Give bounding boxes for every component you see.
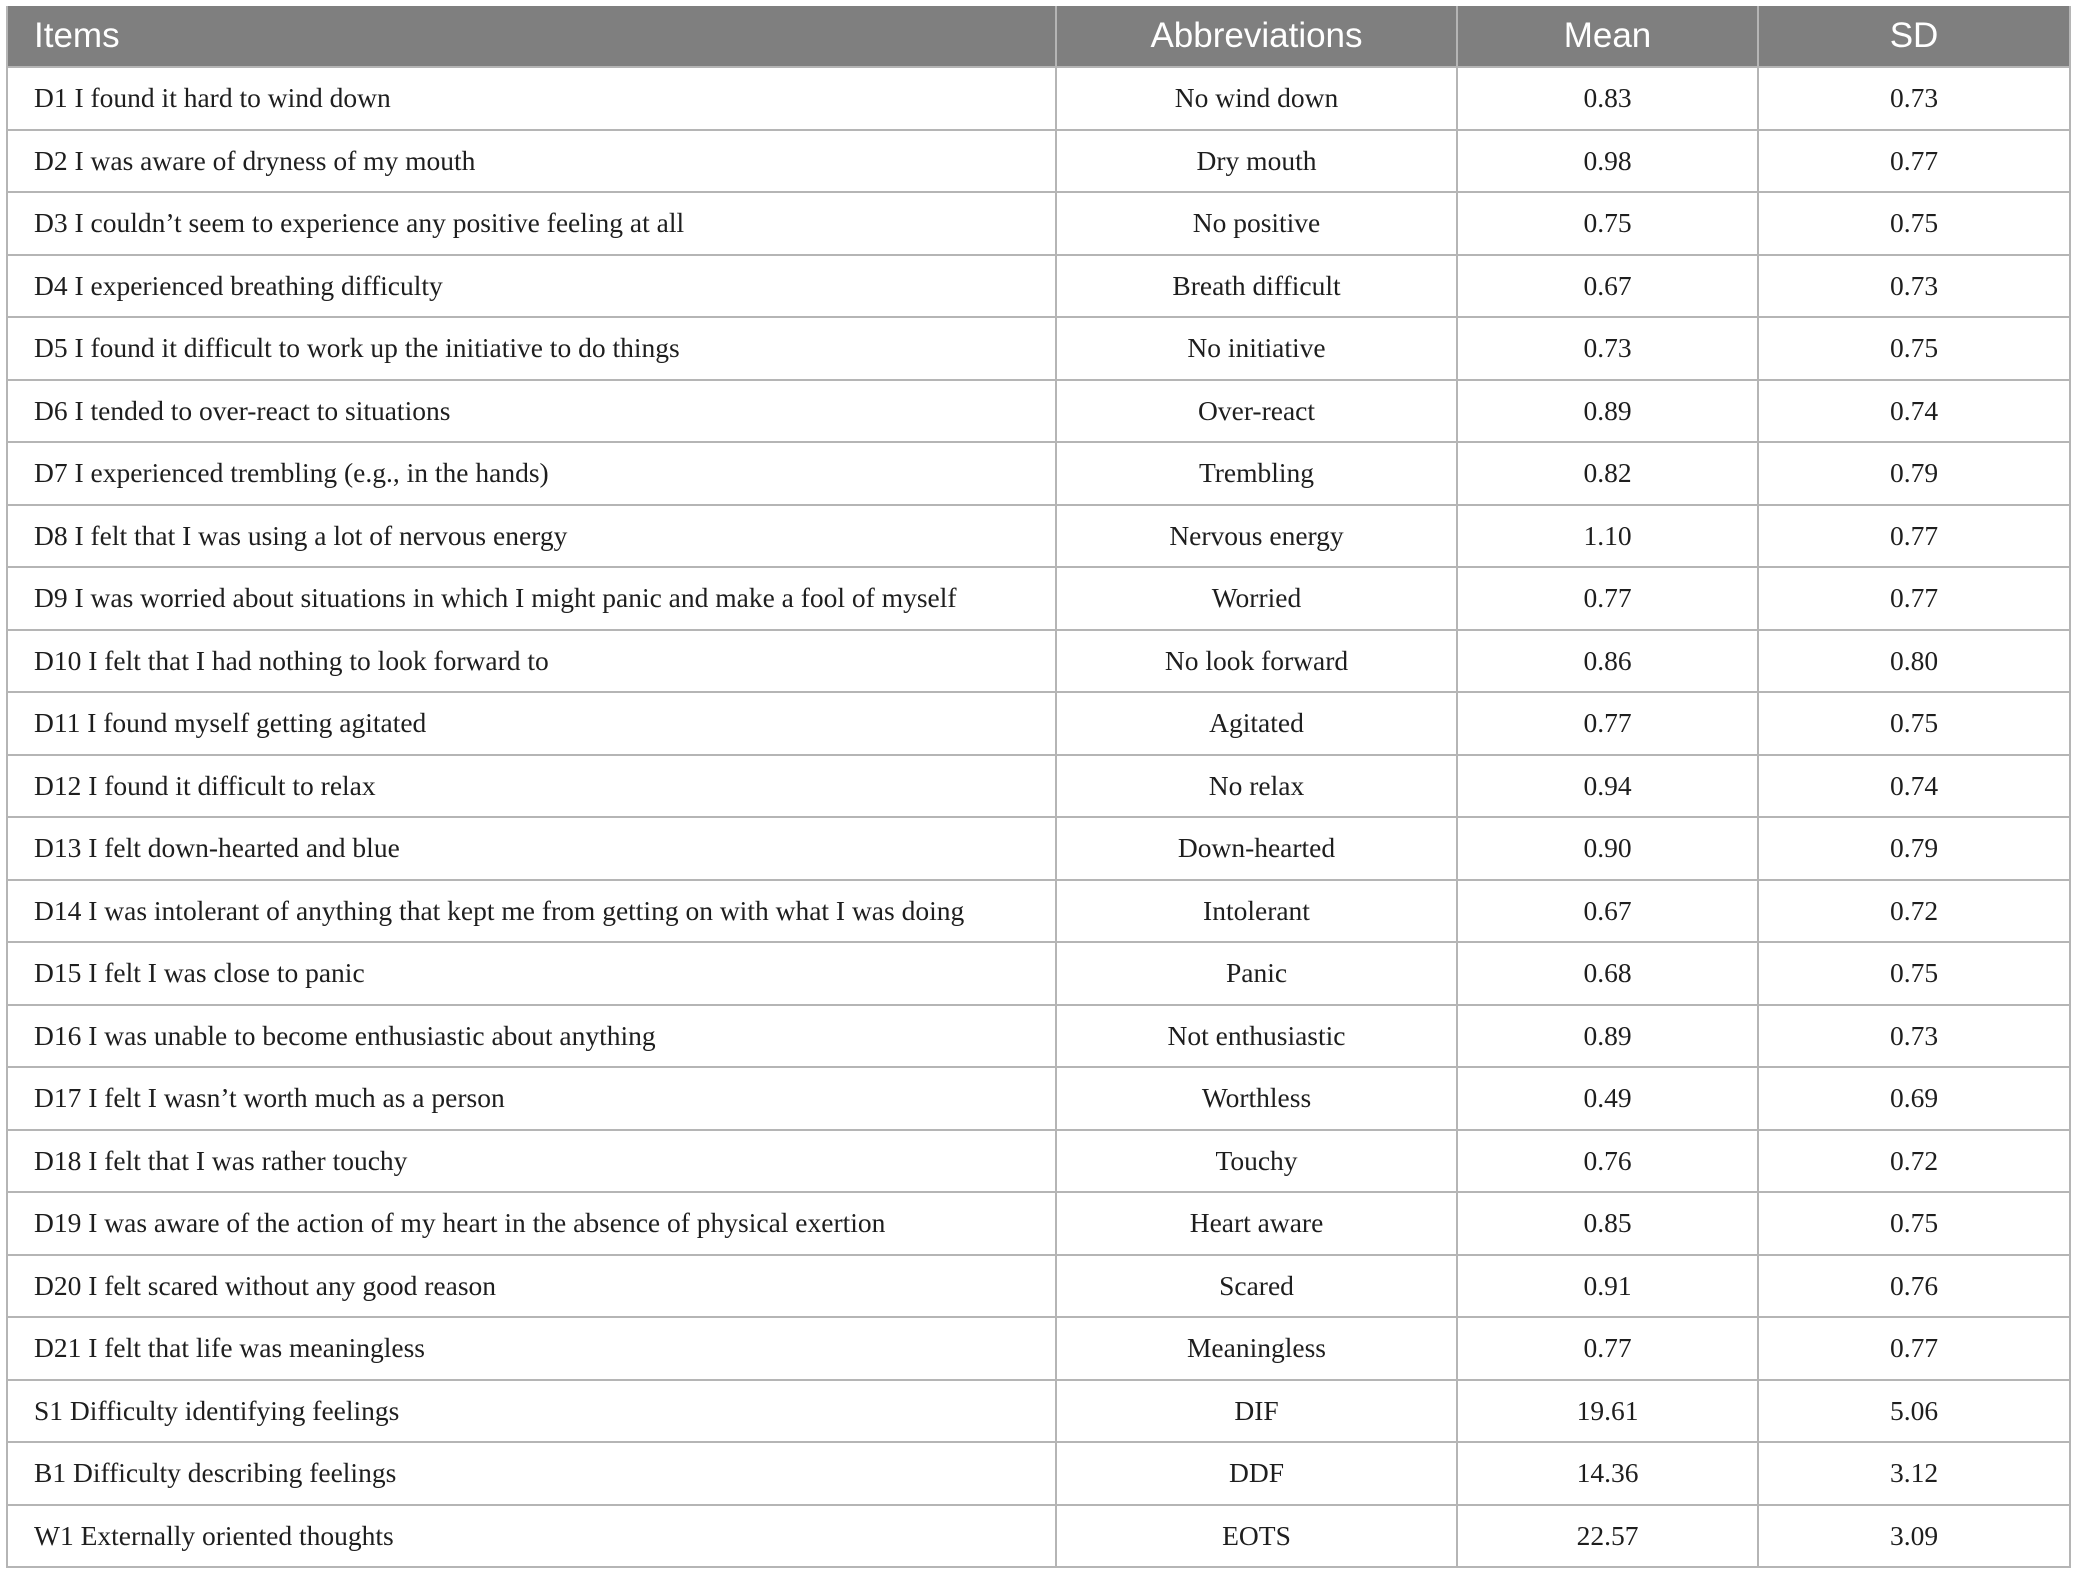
cell-item: D19 I was aware of the action of my heart in the absence of physical exertion (7, 1192, 1056, 1255)
cell-sd: 0.77 (1758, 1317, 2070, 1380)
table-row (7, 1380, 2070, 1443)
cell-abbreviation: DDF (1056, 1442, 1457, 1505)
cell-abbreviation: DIF (1056, 1380, 1457, 1443)
cell-abbreviation: Agitated (1056, 692, 1457, 755)
table-row (7, 67, 2070, 130)
table-row (7, 942, 2070, 1005)
cell-abbreviation: Worthless (1056, 1067, 1457, 1130)
cell-item: D18 I felt that I was rather touchy (7, 1130, 1056, 1193)
cell-abbreviation: Meaningless (1056, 1317, 1457, 1380)
cell-abbreviation: Down-hearted (1056, 817, 1457, 880)
cell-mean: 0.86 (1457, 630, 1758, 693)
table-row (7, 1442, 2070, 1505)
cell-item: W1 Externally oriented thoughts (7, 1505, 1056, 1568)
table-row (7, 567, 2070, 630)
header-row (7, 6, 2070, 67)
cell-item: D2 I was aware of dryness of my mouth (7, 130, 1056, 193)
data-table (6, 6, 2071, 1568)
cell-item: D16 I was unable to become enthusiastic about anything (7, 1005, 1056, 1068)
cell-abbreviation: No initiative (1056, 317, 1457, 380)
cell-mean: 0.49 (1457, 1067, 1758, 1130)
cell-abbreviation: No wind down (1056, 67, 1457, 130)
cell-sd: 0.74 (1758, 755, 2070, 818)
cell-mean: 0.77 (1457, 692, 1758, 755)
cell-mean: 0.98 (1457, 130, 1758, 193)
cell-item: D20 I felt scared without any good reason (7, 1255, 1056, 1318)
cell-mean: 0.77 (1457, 567, 1758, 630)
cell-mean: 0.75 (1457, 192, 1758, 255)
cell-sd: 0.75 (1758, 317, 2070, 380)
cell-item: D9 I was worried about situations in which I might panic and make a fool of myself (7, 567, 1056, 630)
cell-item: D5 I found it difficult to work up the initiative to do things (7, 317, 1056, 380)
table-row (7, 442, 2070, 505)
cell-mean: 0.82 (1457, 442, 1758, 505)
cell-abbreviation: Intolerant (1056, 880, 1457, 943)
cell-mean: 0.90 (1457, 817, 1758, 880)
cell-abbreviation: EOTS (1056, 1505, 1457, 1568)
cell-mean: 0.67 (1457, 255, 1758, 318)
cell-abbreviation: No look forward (1056, 630, 1457, 693)
cell-sd: 3.12 (1758, 1442, 2070, 1505)
cell-mean: 0.68 (1457, 942, 1758, 1005)
table-row (7, 130, 2070, 193)
cell-mean: 0.76 (1457, 1130, 1758, 1193)
cell-abbreviation: Trembling (1056, 442, 1457, 505)
cell-item: D10 I felt that I had nothing to look forward to (7, 630, 1056, 693)
cell-mean: 0.89 (1457, 380, 1758, 443)
data-table-container (6, 6, 2069, 1568)
table-row (7, 1005, 2070, 1068)
cell-abbreviation: Worried (1056, 567, 1457, 630)
table-row (7, 505, 2070, 568)
cell-mean: 0.73 (1457, 317, 1758, 380)
cell-item: D6 I tended to over-react to situations (7, 380, 1056, 443)
cell-abbreviation: No relax (1056, 755, 1457, 818)
cell-item: D8 I felt that I was using a lot of nervous energy (7, 505, 1056, 568)
cell-item: D21 I felt that life was meaningless (7, 1317, 1056, 1380)
cell-mean: 0.83 (1457, 67, 1758, 130)
table-header (7, 6, 2070, 67)
table-row (7, 880, 2070, 943)
cell-sd: 0.79 (1758, 442, 2070, 505)
cell-abbreviation: Nervous energy (1056, 505, 1457, 568)
cell-item: D13 I felt down-hearted and blue (7, 817, 1056, 880)
cell-mean: 0.94 (1457, 755, 1758, 818)
cell-mean: 0.89 (1457, 1005, 1758, 1068)
cell-item: D3 I couldn’t seem to experience any positive feeling at all (7, 192, 1056, 255)
table-row (7, 192, 2070, 255)
cell-mean: 0.77 (1457, 1317, 1758, 1380)
table-row (7, 630, 2070, 693)
table-row (7, 1192, 2070, 1255)
table-row (7, 380, 2070, 443)
cell-abbreviation: Not enthusiastic (1056, 1005, 1457, 1068)
table-row (7, 255, 2070, 318)
header-items: Items (7, 6, 1056, 67)
cell-item: D4 I experienced breathing difficulty (7, 255, 1056, 318)
header-abbreviations: Abbreviations (1056, 6, 1457, 67)
cell-sd: 0.76 (1758, 1255, 2070, 1318)
cell-sd: 0.75 (1758, 942, 2070, 1005)
table-row (7, 1067, 2070, 1130)
cell-mean: 1.10 (1457, 505, 1758, 568)
cell-sd: 0.77 (1758, 505, 2070, 568)
cell-mean: 0.67 (1457, 880, 1758, 943)
cell-mean: 0.85 (1457, 1192, 1758, 1255)
cell-item: B1 Difficulty describing feelings (7, 1442, 1056, 1505)
cell-sd: 0.80 (1758, 630, 2070, 693)
table-row (7, 817, 2070, 880)
cell-mean: 22.57 (1457, 1505, 1758, 1568)
cell-abbreviation: Over-react (1056, 380, 1457, 443)
cell-item: S1 Difficulty identifying feelings (7, 1380, 1056, 1443)
cell-mean: 14.36 (1457, 1442, 1758, 1505)
table-row (7, 1317, 2070, 1380)
table-row (7, 1130, 2070, 1193)
header-mean: Mean (1457, 6, 1758, 67)
cell-abbreviation: Scared (1056, 1255, 1457, 1318)
cell-sd: 0.69 (1758, 1067, 2070, 1130)
cell-item: D1 I found it hard to wind down (7, 67, 1056, 130)
cell-abbreviation: Breath difficult (1056, 255, 1457, 318)
cell-sd: 0.79 (1758, 817, 2070, 880)
cell-item: D12 I found it difficult to relax (7, 755, 1056, 818)
cell-sd: 0.77 (1758, 130, 2070, 193)
cell-item: D17 I felt I wasn’t worth much as a person (7, 1067, 1056, 1130)
cell-sd: 0.75 (1758, 1192, 2070, 1255)
cell-abbreviation: Dry mouth (1056, 130, 1457, 193)
table-row (7, 1505, 2070, 1568)
cell-sd: 0.77 (1758, 567, 2070, 630)
cell-sd: 0.72 (1758, 1130, 2070, 1193)
cell-sd: 3.09 (1758, 1505, 2070, 1568)
cell-item: D7 I experienced trembling (e.g., in the hands) (7, 442, 1056, 505)
cell-sd: 0.73 (1758, 255, 2070, 318)
table-row (7, 755, 2070, 818)
cell-abbreviation: Heart aware (1056, 1192, 1457, 1255)
cell-mean: 0.91 (1457, 1255, 1758, 1318)
header-sd: SD (1758, 6, 2070, 67)
table-row (7, 692, 2070, 755)
cell-sd: 0.75 (1758, 692, 2070, 755)
cell-sd: 0.72 (1758, 880, 2070, 943)
cell-item: D11 I found myself getting agitated (7, 692, 1056, 755)
cell-item: D15 I felt I was close to panic (7, 942, 1056, 1005)
cell-abbreviation: Panic (1056, 942, 1457, 1005)
table-body (7, 67, 2070, 1567)
cell-mean: 19.61 (1457, 1380, 1758, 1443)
cell-sd: 0.75 (1758, 192, 2070, 255)
table-row (7, 317, 2070, 380)
cell-sd: 0.73 (1758, 1005, 2070, 1068)
cell-item: D14 I was intolerant of anything that kept me from getting on with what I was doing (7, 880, 1056, 943)
cell-sd: 0.74 (1758, 380, 2070, 443)
cell-abbreviation: Touchy (1056, 1130, 1457, 1193)
cell-sd: 0.73 (1758, 67, 2070, 130)
cell-sd: 5.06 (1758, 1380, 2070, 1443)
cell-abbreviation: No positive (1056, 192, 1457, 255)
table-row (7, 1255, 2070, 1318)
